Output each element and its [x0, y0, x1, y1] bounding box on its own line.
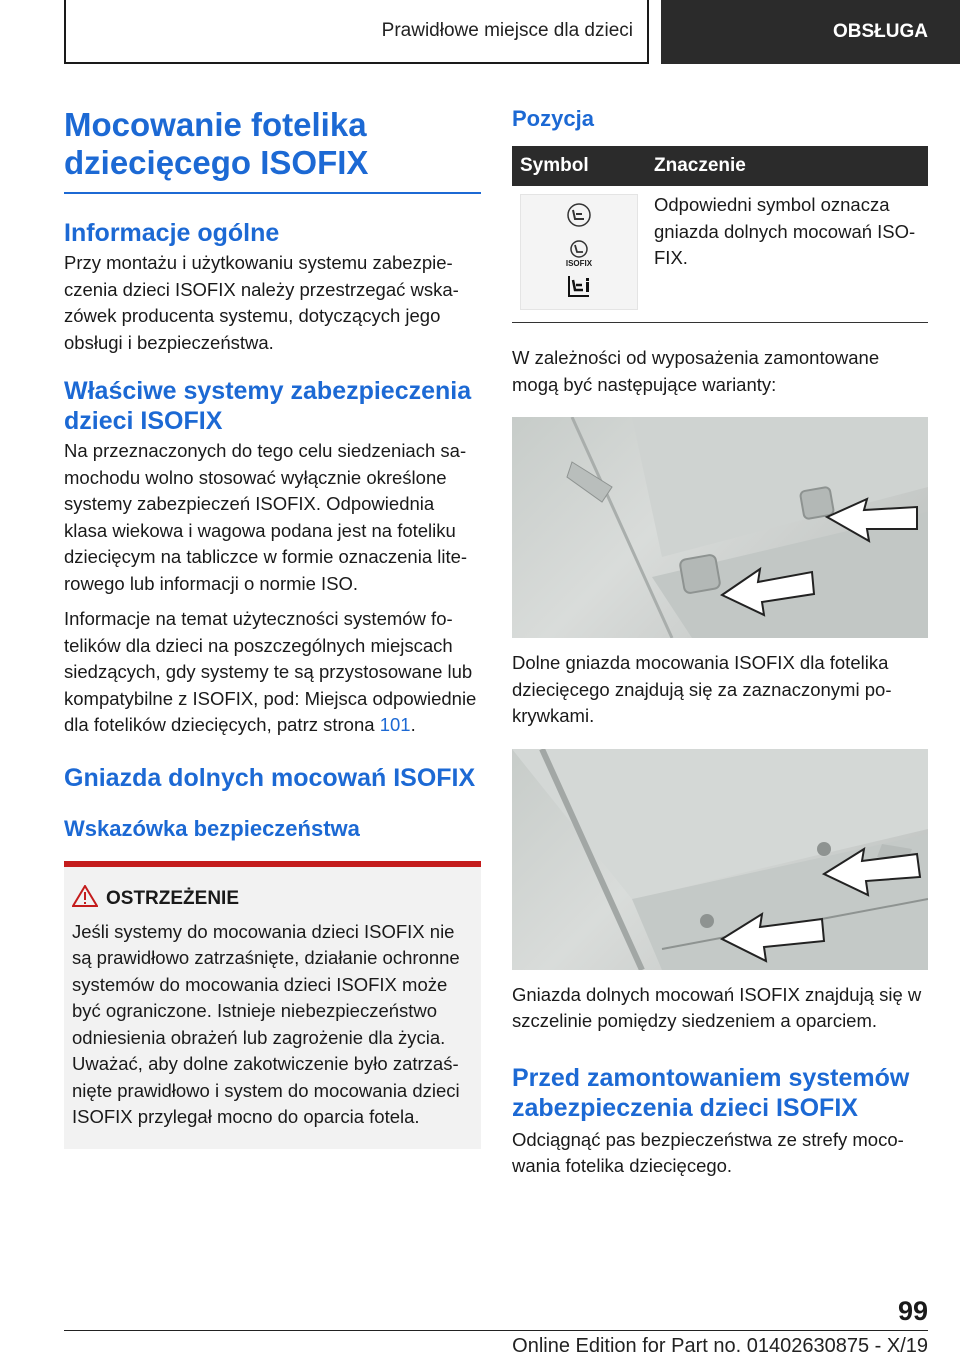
safety-heading: Wskazówka bezpieczeństwa — [64, 815, 360, 841]
table-row — [512, 186, 928, 323]
warning-title: OSTRZEŻENIE — [106, 887, 240, 909]
general-heading: Informacje ogólne — [64, 219, 280, 247]
meaning-text: Odpowiedni symbol oznacza gniazda dolnych mocowań ISOFIX. — [654, 194, 916, 268]
col-symbol-header: Symbol — [512, 146, 646, 186]
variants-text: W zależności od wyposażenia zamontowane mogą być następujące warianty: — [512, 347, 880, 395]
isofix-label-icon — [566, 239, 592, 268]
footer-divider — [64, 1330, 928, 1331]
footer-edition: Online Edition for Part no. 01402630875 - X/19 — [512, 1335, 928, 1357]
chapter-tab — [661, 0, 960, 64]
page-number: 99 — [897, 1296, 928, 1326]
anchor-heading: Gniazda dolnych mocowań ISOFIX — [64, 763, 476, 792]
proper-systems-text-2 — [64, 606, 481, 739]
position-heading: Pozycja — [512, 106, 594, 131]
isofix-seat-icon — [562, 202, 596, 233]
proper-systems-text-1: Na przeznaczonych do tego celu siedzeniach samochodu wolno stosować wyłącznie określone systemy zabezpieczeń ISOFIX. Odpowiednia klasa wiekowa i wagowa podana jest na foteliku dziecięcym na tabliczce w formie oznaczenia literowego lub informacji o normie ISO. — [64, 440, 468, 594]
section-title: Prawidłowe miejsce dla dzieci — [381, 20, 633, 41]
symbol-cell — [512, 186, 646, 323]
page-link-101[interactable]: 101 — [379, 714, 411, 735]
warning-text: Jeśli systemy do mocowania dzieci ISOFIX nie są prawidłowo zatrzaśnięte, działanie ochronne systemów do mocowania dzieci ISOFIX może być ograniczone. Istnieje niebezpieczeństwo odniesienia obrażeń lub zagrożenie dla życia. Uważać, aby dolne zakotwiczenie było zatrzaśnięte prawidłowo i system do mocowania dzieci ISOFIX przylegał mocno do oparcia fotela. — [72, 920, 460, 1127]
chapter-title: OBSŁUGA — [833, 21, 928, 42]
symbol-table — [512, 146, 928, 323]
general-text: Przy montażu i użytkowaniu systemu zabezpieczenia dzieci ISOFIX należy przestrzegać wskazówek producenta systemu, dotyczących jego obsługi i bezpieczeństwa. — [64, 252, 459, 353]
caption-gap: Gniazda dolnych mocowań ISOFIX znajdują się w szczelinie pomiędzy siedzeniem a oparciem. — [512, 983, 922, 1031]
isofix-info-icon — [565, 274, 593, 303]
proper-systems-heading: Właściwe systemy zabezpieczenia dzieci ISOFIX — [64, 377, 472, 435]
table-header-row — [512, 146, 928, 186]
isofix-label: ISOFIX — [565, 258, 593, 268]
before-install-heading: Przed zamontowaniem systemów zabezpieczenia dzieci ISOFIX — [512, 1063, 910, 1122]
warning-box — [64, 861, 481, 1149]
before-install-text: Odciągnąć pas bezpieczeństwa ze strefy mocowania fotelika dziecięcego. — [512, 1128, 904, 1176]
meaning-cell — [646, 186, 928, 323]
right-column — [512, 100, 928, 1180]
col-meaning-header: Znaczenie — [646, 146, 928, 186]
isofix-symbols — [520, 194, 638, 310]
sentence-end: . — [410, 714, 416, 735]
left-column — [64, 100, 481, 1149]
page-title: Mocowanie fotelika dziecięcego ISOFIX — [64, 106, 481, 194]
seat-photo-gap — [512, 749, 928, 970]
warning-triangle-icon — [72, 885, 98, 913]
proper-systems-text-2-body: Informacje na temat użyteczności systemów fotelików dla dzieci na poszczególnych miejscach siedzących, gdy systemy te są przystosowane lub kompatybilne z ISOFIX, pod: Miejsca odpowiednie dla fotelików dziecięcych, patrz strona — [64, 608, 477, 735]
section-header — [64, 0, 649, 64]
caption-covers: Dolne gniazda mocowania ISOFIX dla fotelika dziecięcego znajdują się za zaznaczonymi pokrywkami. — [512, 652, 892, 726]
warning-header — [72, 885, 471, 913]
seat-photo-covers — [512, 417, 928, 638]
